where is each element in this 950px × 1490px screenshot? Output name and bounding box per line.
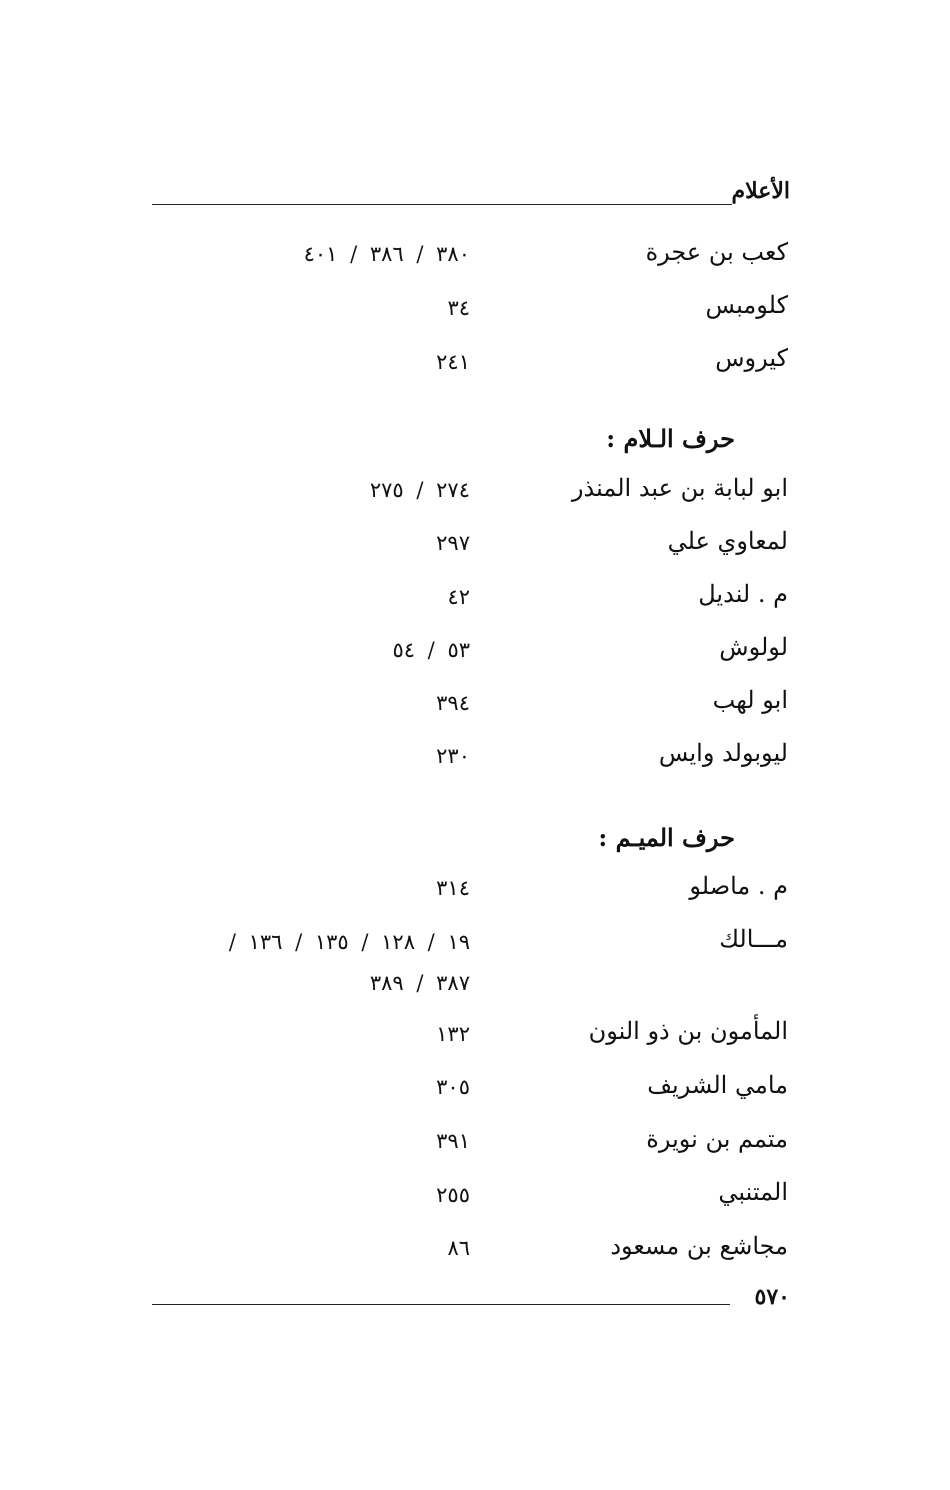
footer-rule (152, 1304, 730, 1305)
section-heading-lam: حرف الـلام : (606, 424, 735, 453)
index-entry-name: مـــالك (719, 925, 788, 953)
index-entry-name: لولوش (719, 633, 788, 661)
index-entry-name: ابو لهب (712, 686, 788, 714)
index-entry-name: المتنبي (718, 1178, 788, 1206)
index-entry-pages: ٢٩٧ (436, 531, 470, 555)
index-entry-name: مامي الشريف (647, 1071, 788, 1099)
header-rule (152, 204, 732, 205)
index-entry-pages: ٤٢ (447, 585, 470, 609)
index-entry-pages-continued: ٣٨٧ / ٣٨٩ (369, 971, 470, 995)
index-entry-name: كلومبس (705, 291, 788, 319)
index-entry-pages: ٨٦ (447, 1236, 470, 1260)
index-entry-pages: ٢٥٥ (436, 1183, 470, 1207)
index-entry-pages: ٣٤ (447, 296, 470, 320)
index-entry-name: ليوبولد وايس (658, 739, 788, 767)
index-entry-name: ابو لبابة بن عبد المنذر (571, 474, 788, 502)
index-entry-name: كعب بن عجرة (645, 238, 788, 266)
index-entry-name: مجاشع بن مسعود (610, 1232, 788, 1260)
index-entry-pages: ٢٣٠ (436, 744, 470, 768)
index-entry-pages: ٣٠٥ (436, 1075, 470, 1099)
index-entry-name: المأمون بن ذو النون (588, 1017, 788, 1045)
index-entry-name: م . ماصلو (689, 872, 788, 900)
index-entry-name: م . لنديل (698, 580, 788, 608)
index-entry-pages: ٣٩١ (436, 1129, 470, 1153)
index-entry-pages: ٣٩٤ (436, 691, 470, 715)
index-entry-name: كيروس (715, 344, 788, 372)
index-entry-name: متمم بن نويرة (646, 1125, 788, 1153)
index-entry-pages: ٢٧٤ / ٢٧٥ (369, 478, 470, 502)
index-entry-pages: ٣١٤ (436, 876, 470, 900)
index-entry-name: لمعاوي علي (667, 527, 788, 555)
index-entry-pages: ٢٤١ (436, 350, 470, 374)
section-heading-mim: حرف الميـم : (598, 823, 735, 852)
index-entry-pages: ٥٣ / ٥٤ (392, 638, 470, 662)
running-header-title: الأعلام (731, 178, 790, 204)
index-entry-pages: ١٣٢ (436, 1022, 470, 1046)
page-number: ٥٧٠ (754, 1284, 790, 1310)
index-entry-pages: ١٩ / ١٢٨ / ١٣٥ / ١٣٦ / (228, 930, 470, 954)
index-entry-pages: ٣٨٠ / ٣٨٦ / ٤٠١ (303, 242, 470, 266)
